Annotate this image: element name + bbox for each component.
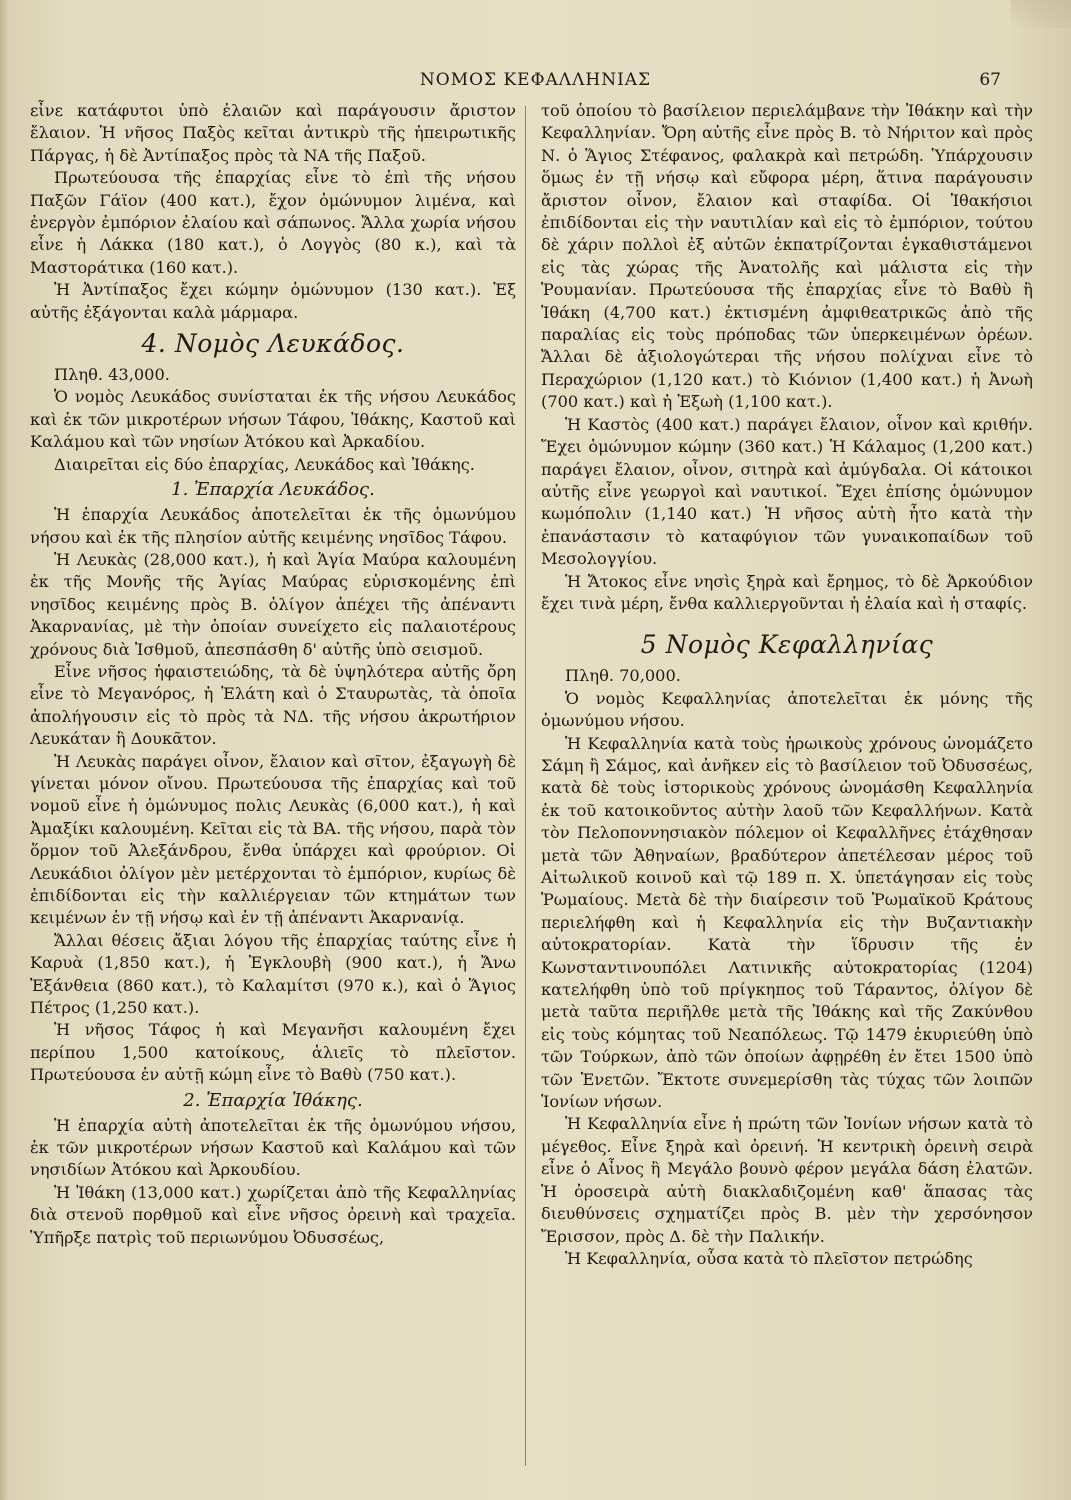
- subsection-heading-ithaca-province: 2. Ἐπαρχία Ἰθάκης.: [183, 1089, 363, 1111]
- paragraph: τοῦ ὁποίου τὸ βασίλειον περιελάμβανε τὴν Ἰθάκην καὶ τὴν Κεφαλληνίαν. Ὄρη αὐτῆς εἶνε πρὸς Β. τὸ Νήριτον καὶ πρὸς Ν. ὁ Ἅγιος Στέφανος, φαλακρὰ καὶ πετρώδη. Ὑπάρχουσιν ὅμως ἐν τῇ νήσῳ καὶ εὔφορα μέρη, ἅτινα παράγουσιν ἄριστον οἶνον, ἔλαιον καὶ σταφίδα. Οἱ Ἰθακήσιοι ἐπιδίδονται εἰς τὴν ναυτιλίαν καὶ εἰς τὸ ἐμπόριον, τούτου δὲ χάριν πολλοὶ ἐξ αὐτῶν ἐκπατρίζονται ἐγκαθιστάμενοι εἰς τὰς χώρας τῆς Ἀνατολῆς καὶ μάλιστα εἰς τὴν Ῥουμανίαν. Πρωτεύουσα τῆς ἐπαρχίας εἶνε τὸ Βαθὺ ἢ Ἰθάκη (4,700 κατ.) ἐκτισμένη ἀμφιθεατρικῶς ἀπὸ τῆς παραλίας εἰς τοὺς πρόποδας τῶν ὑπερκειμένων ὀρέων. Ἄλλαι δὲ ἀξιολογώτεραι τῆς νήσου πολίχναι εἶνε τὸ Περαχώριον (1,120 κατ.) τὸ Κιόνιον (1,400 κατ.) ἡ Ἀνωὴ (700 κατ.) καὶ ἡ Ἐξωὴ (1,100 κατ.).: [541, 101, 1033, 412]
- page-header: [40, 66, 1031, 94]
- paragraph: Ἡ Καστὸς (400 κατ.) παράγει ἔλαιον, οἶνον καὶ κριθήν. Ἔχει ὁμώνυμον κώμην (360 κατ.) Ἡ Κάλαμος (1,200 κατ.) παράγει ἔλαιον, οἶνον, σιτηρὰ καὶ ἀμύγδαλα. Οἱ κάτοικοι αὐτῆς εἶνε γεωργοὶ καὶ ναυτικοί. Ἔχει ἐπίσης ὁμώνυμον κωμόπολιν (1,140 κατ.) Ἡ νῆσος αὐτὴ ἦτο κατὰ τὴν ἐπανάστασιν τὸ καταφύγιον τῶν γυναικοπαίδων τοῦ Μεσολογγίου.: [541, 414, 1033, 569]
- paragraph: Ὁ νομὸς Λευκάδος συνίσταται ἐκ τῆς νήσου Λευκάδος καὶ ἐκ τῶν μικροτέρων νήσων Τάφου, Ἰθάκης, Καστοῦ καὶ Καλάμου καὶ τῶν νησίων Ἀτόκου καὶ Ἀρκαδίου.: [30, 387, 516, 452]
- section-heading-lefkada: 4. Νομὸς Λευκάδος.: [141, 329, 405, 359]
- paragraph: Ἡ Ἄτοκος εἶνε νησὶς ξηρὰ καὶ ἔρημος, τὸ δὲ Ἀρκούδιον ἔχει τινὰ μέρη, ἔνθα καλλιεργοῦνται ἡ ἐλαία καὶ ἡ σταφίς.: [541, 571, 1033, 613]
- subsection-heading-lefkada-province: 1. Ἐπαρχία Λευκάδος.: [171, 479, 375, 501]
- paragraph: Ἡ Λευκὰς (28,000 κατ.), ἡ καὶ Ἁγία Μαύρα καλουμένη ἐκ τῆς Μονῆς τῆς Ἁγίας Μαύρας εὑρισκομένης ἐπὶ νησῖδος κειμένης πρὸς Β. ὀλίγον ἀπέχει τῆς ἀπέναντι Ἀκαρνανίας, μὲ τὴν ὁποίαν συνείχετο εἰς παλαιοτέρους χρόνους διὰ Ἰσθμοῦ, ἀπεσπάσθη δ' αὐτῆς ὑπὸ σεισμοῦ.: [30, 549, 516, 659]
- paragraph: Ἡ Ἀντίπαξος ἔχει κώμην ὁμώνυμον (130 κατ.). Ἐξ αὐτῆς ἐξάγονται καλὰ μάρμαρα.: [30, 280, 516, 322]
- paragraph: Πρωτεύουσα τῆς ἐπαρχίας εἶνε τὸ ἐπὶ τῆς νήσου Παξῶν Γάϊον (400 κατ.), ἔχον ὁμώνυμον λιμένα, καὶ ἐνεργὸν ἐμπόριον ἐλαίου καὶ σάπωνος. Ἄλλα χωρία νήσου εἶνε ἡ Λάκκα (180 κατ.), ὁ Λογγὸς (80 κ.), καὶ τὰ Μαστοράτικα (160 κατ.).: [30, 168, 516, 277]
- paragraph: Ἡ Κεφαλληνία, οὖσα κατὰ τὸ πλεῖστον πετρώδης: [565, 1248, 973, 1268]
- paragraph: Ἡ Κεφαλληνία κατὰ τοὺς ἡρωικοὺς χρόνους ὠνομάζετο Σάμη ἢ Σάμος, καὶ ἀνῆκεν εἰς τὸ βασίλειον τοῦ Ὀδυσσέως, κατὰ δὲ τοὺς ἱστορικοὺς χρόνους ὠνομάσθη Κεφαλληνία ἐκ τοῦ κατοικοῦντος αὐτὴν λαοῦ τῶν Κεφαλλήνων. Κατὰ τὸν Πελοποννησιακὸν πόλεμον οἱ Κεφαλλῆνες ἐτάχθησαν μετὰ τῶν Ἀθηναίων, βραδύτερον ἀπετέλεσαν μέρος τοῦ Αἰτωλικοῦ κοινοῦ καὶ τῷ 189 π. Χ. ὑπετάγησαν εἰς τοὺς Ῥωμαίους. Μετὰ δὲ τὴν διαίρεσιν τοῦ Ῥωμαϊκοῦ Κράτους περιελήφθη καὶ ἡ Κεφαλληνία εἰς τὴν Βυζαντιακὴν αὐτοκρατορίαν. Κατὰ τὴν ἵδρυσιν τῆς ἐν Κωνσταντινουπόλει Λατινικῆς αὐτοκρατορίας (1204) κατελήφθη ὑπὸ τοῦ πρίγκηπος τοῦ Τάραντος, ὀλίγον δὲ μετὰ ταῦτα περιῆλθε μετὰ τῆς Ἰθάκης καὶ τῆς Ζακύνθου εἰς τοὺς κόμητας τοῦ Νεαπόλεως. Τῷ 1479 ἐκυριεύθη ὑπὸ τῶν Τούρκων, ἀπὸ τῶν ὁποίων ἀφῃρέθη ἐν ἔτει 1500 ὑπὸ τῶν Ἑνετῶν. Ἔκτοτε συνεμερίσθη τὰς τύχας τῶν λοιπῶν Ἰονίων νήσων.: [541, 733, 1033, 1112]
- paragraph: Ἡ ἐπαρχία αὐτὴ ἀποτελεῖται ἐκ τῆς ὁμωνύμου νήσου, ἐκ τῶν μικροτέρων νήσων Καστοῦ καὶ Καλάμου καὶ τῶν νησιδίων Ἀτόκου καὶ Ἀρκουδίου.: [30, 1115, 516, 1180]
- paragraph: Ἄλλαι θέσεις ἄξιαι λόγου τῆς ἐπαρχίας ταύτης εἶνε ἡ Καρυὰ (1,850 κατ.), ἡ Ἐγκλουβὴ (900 κατ.), ἡ Ἄνω Ἐξάνθεια (860 κατ.), τὸ Καλαμίτσι (970 κ.), καὶ ὁ Ἅγιος Πέτρος (1,250 κατ.).: [30, 930, 516, 1018]
- paragraph: Ἡ νῆσος Τάφος ἡ καὶ Μεγανῆσι καλουμένη ἔχει περίπου 1,500 κατοίκους, ἁλιεῖς τὸ πλεῖστον. Πρωτεύουσα ἐν αὐτῇ κώμη εἶνε τὸ Βαθὺ (750 κατ.).: [30, 1020, 516, 1085]
- paragraph: Ἡ Ἰθάκη (13,000 κατ.) χωρίζεται ἀπὸ τῆς Κεφαλληνίας διὰ στενοῦ πορθμοῦ καὶ εἶνε νῆσος ὀρεινὴ καὶ τραχεῖα. Ὑπῆρξε πατρὶς τοῦ περιωνύμου Ὀδυσσέως,: [30, 1182, 516, 1247]
- paragraph: Εἶνε νῆσος ἡφαιστειώδης, τὰ δὲ ὑψηλότερα αὐτῆς ὄρη εἶνε τὸ Μεγανόρος, ἡ Ἐλάτη καὶ ὁ Σταυρωτὰς, τὰ ὁποῖα ἀπολήγουσιν εἰς τὸ πρὸς τὰ ΝΔ. τῆς νήσου ἀκρωτήριον Λευκάταν ἢ Δουκᾶτον.: [30, 661, 516, 749]
- running-title: ΝΟΜΟΣ ΚΕΦΑΛΛΗΝΙΑΣ: [419, 70, 652, 90]
- paragraph: Διαιρεῖται εἰς δύο ἐπαρχίας, Λευκάδος καὶ Ἰθάκης.: [54, 454, 475, 474]
- paragraph: Ἡ Λευκὰς παράγει οἶνον, ἔλαιον καὶ σῖτον, ἐξαγωγὴ δὲ γίνεται μόνον οἴνου. Πρωτεύουσα τῆς ἐπαρχίας καὶ τοῦ νομοῦ εἶνε ἡ ὁμώνυμος πολις Λευκὰς (6,000 κατ.), ἡ καὶ Ἀμαξίκι καλουμένη. Κεῖται εἰς τὰ ΒΑ. τῆς νήσου, παρὰ τὸν ὅρμον τοῦ Ἀλεξάνδρου, ἔνθα ὑπάρχει καὶ φρούριον. Οἱ Λευκάδιοι ὀλίγον μὲν μετέρχονται τὸ ἐμπόριον, κυρίως δὲ ἐπιδίδονται εἰς τὴν καλλιέργειαν τῶν κτημάτων των κειμένων ἐν τῇ νήσῳ καὶ ἐν τῇ ἀπέναντι Ἀκαρνανίᾳ.: [30, 751, 516, 928]
- column-divider: [525, 106, 526, 1466]
- right-column: [541, 100, 1033, 1270]
- page-number: 67: [979, 70, 1001, 90]
- section-heading-kefalonia: 5 Νομὸς Κεφαλληνίας: [640, 630, 934, 660]
- population-line: Πληθ. 43,000.: [54, 365, 170, 385]
- left-column: [30, 100, 516, 1249]
- paragraph: Ὁ νομὸς Κεφαλληνίας ἀποτελεῖται ἐκ μόνης τῆς ὁμωνύμου νήσου.: [541, 688, 1033, 731]
- paragraph: Ἡ Κεφαλληνία εἶνε ἡ πρώτη τῶν Ἰονίων νήσων κατὰ τὸ μέγεθος. Εἶνε ξηρὰ καὶ ὀρεινή. Ἡ κεντρικὴ ὀρεινὴ σειρὰ εἶνε ὁ Αἶνος ἢ Μεγάλο βουνὸ φέρον μεγάλα δάση ἐλατῶν. Ἡ ὀροσειρὰ αὐτὴ διακλαδιζομένη καθ' ἅπασας τὰς διευθύνσεις σχηματίζει πρὸς Β. μὲν τὴν χερσόνησον Ἔρισσον, πρὸς Δ. δὲ τὴν Παλικήν.: [541, 1114, 1033, 1246]
- population-line: Πληθ. 70,000.: [565, 666, 681, 686]
- paragraph: εἶνε κατάφυτοι ὑπὸ ἐλαιῶν καὶ παράγουσιν ἄριστον ἔλαιον. Ἡ νῆσος Παξὸς κεῖται ἀντικρὺ τῆς ἠπειρωτικῆς Πάργας, ἡ δὲ Ἀντίπαξος πρὸς τὰ ΝΑ τῆς Παξοῦ.: [30, 101, 516, 165]
- paragraph: Ἡ ἐπαρχία Λευκάδος ἀποτελεῖται ἐκ τῆς ὁμωνύμου νήσου καὶ ἐκ τῆς πλησίον αὐτῆς κειμένης νησῖδος Τάφου.: [30, 505, 516, 547]
- page-corner-wear: [1011, 0, 1071, 28]
- spine-shadow: [0, 0, 8, 1500]
